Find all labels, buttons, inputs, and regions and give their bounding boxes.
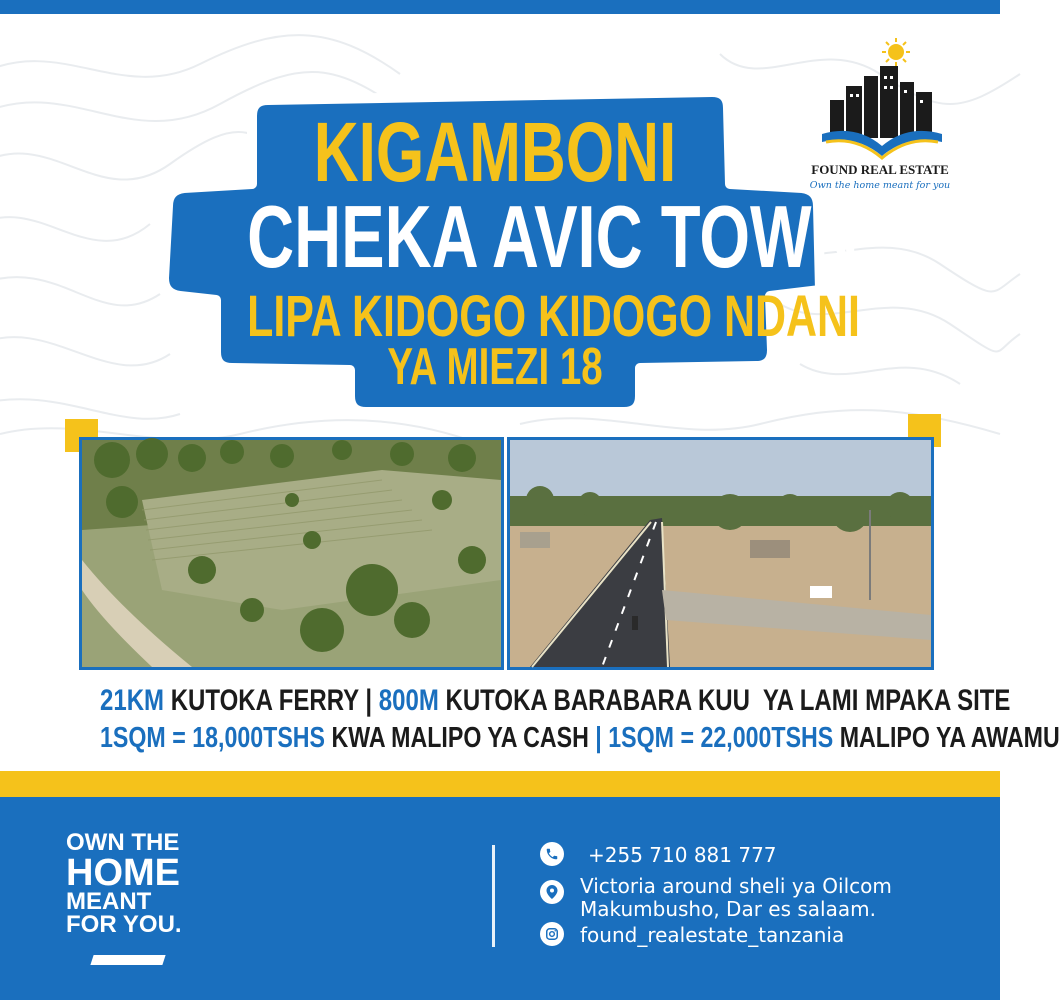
phone-number[interactable]: +255 710 881 777 xyxy=(588,843,777,867)
address-line-2: Makumbusho, Dar es salaam. xyxy=(580,897,876,921)
footer-divider xyxy=(492,845,495,947)
instagram-icon xyxy=(540,922,564,946)
price-installment-value: 1SQM = 22,000TSHS xyxy=(608,722,834,754)
info-separator: | xyxy=(365,684,373,717)
aerial-plot-photo xyxy=(79,437,504,670)
slogan-line-1: OWN THE xyxy=(66,829,180,856)
info-line-distance xyxy=(100,684,1011,717)
price-cash-text: KWA MALIPO YA CASH xyxy=(331,722,589,754)
slogan-line-2: HOME xyxy=(66,851,180,894)
road-photo xyxy=(507,437,934,670)
distance-ferry-text: KUTOKA FERRY xyxy=(170,684,359,717)
headline-line-4: YA MIEZI 18 xyxy=(387,338,603,396)
slogan-line-4: FOR YOU. xyxy=(66,910,182,938)
distance-road-text: KUTOKA BARABARA KUU YA LAMI MPAKA SITE xyxy=(445,684,1011,717)
instagram-handle[interactable]: found_realestate_tanzania xyxy=(580,923,845,947)
logo-emblem-icon xyxy=(800,36,960,162)
address-line-1: Victoria around sheli ya Oilcom xyxy=(580,874,892,898)
headline-line-3: LIPA KIDOGO KIDOGO NDANI xyxy=(247,284,860,349)
location-pin-icon xyxy=(540,880,564,904)
logo-name: FOUND REAL ESTATE xyxy=(811,162,949,177)
slogan-line-3: MEANT xyxy=(66,887,152,915)
yellow-band xyxy=(0,771,1000,797)
slogan xyxy=(66,829,182,938)
headline-line-1: KIGAMBONI xyxy=(313,105,677,199)
phone-icon xyxy=(540,842,564,866)
price-installment-text: MALIPO YA AWAMU xyxy=(839,722,1060,754)
info-separator: | xyxy=(595,722,602,754)
distance-ferry-value: 21KM xyxy=(100,684,165,717)
logo-tagline: Own the home meant for you xyxy=(809,180,951,191)
distance-road-value: 800M xyxy=(378,684,439,717)
headline-line-2: CHEKA AVIC TOWN xyxy=(247,187,859,286)
info-line-price xyxy=(100,722,1060,754)
slogan-underline xyxy=(90,955,165,965)
price-cash-value: 1SQM = 18,000TSHS xyxy=(100,722,326,754)
found-real-estate-logo xyxy=(800,36,960,206)
